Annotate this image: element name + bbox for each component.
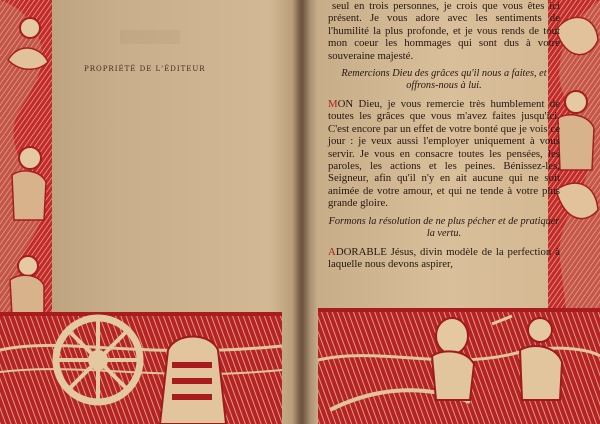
drop-cap-a: A [328,245,336,258]
prayer-text [328,0,560,271]
publisher-caption: PROPRIÉTÉ DE L'ÉDITEUR [84,65,206,73]
drop-cap-m: M [328,98,338,111]
resolution-paragraph [328,246,560,271]
left-bottom-border [0,312,282,424]
thanksgiving-text: ON Dieu, je vous remercie très humblement de toutes les grâces que vous m'avez faites jusqu'ici. C'est encore par un effet de votre bonté que je vois ce jour : je veux aussi l'employer uniquement à vous servir. Je vous en consacre toutes les pensées, les paroles, les actions et les peines. Bénissez-les, Seigneur, afin qu'il n'y en ait aucune qui ne soit animée de votre amour, et qui ne tende à votre plus grande gloire. [328,98,560,210]
right-bottom-border [318,308,600,424]
left-vertical-border [0,0,52,318]
section-heading-thanks: Remercions Dieu des grâces qu'il nous a faites, et offrons-nous à lui. [341,68,547,92]
continuation-paragraph: seul en trois personnes, je crois que vous êtes ici présent. Je vous adore avec les sentiments de l'humilité la plus profonde, et je vous rends de tout mon coeur les hommages qui sont dus à votre souveraine majesté. [328,0,560,62]
section-heading-resolution: Formons la résolution de ne plus pécher et de pratiquer la vertu. [328,215,560,239]
resolution-text: DORABLE Jésus, divin modèle de la perfection à laquelle nous devons aspirer, [328,245,560,271]
thanksgiving-paragraph [328,98,560,210]
